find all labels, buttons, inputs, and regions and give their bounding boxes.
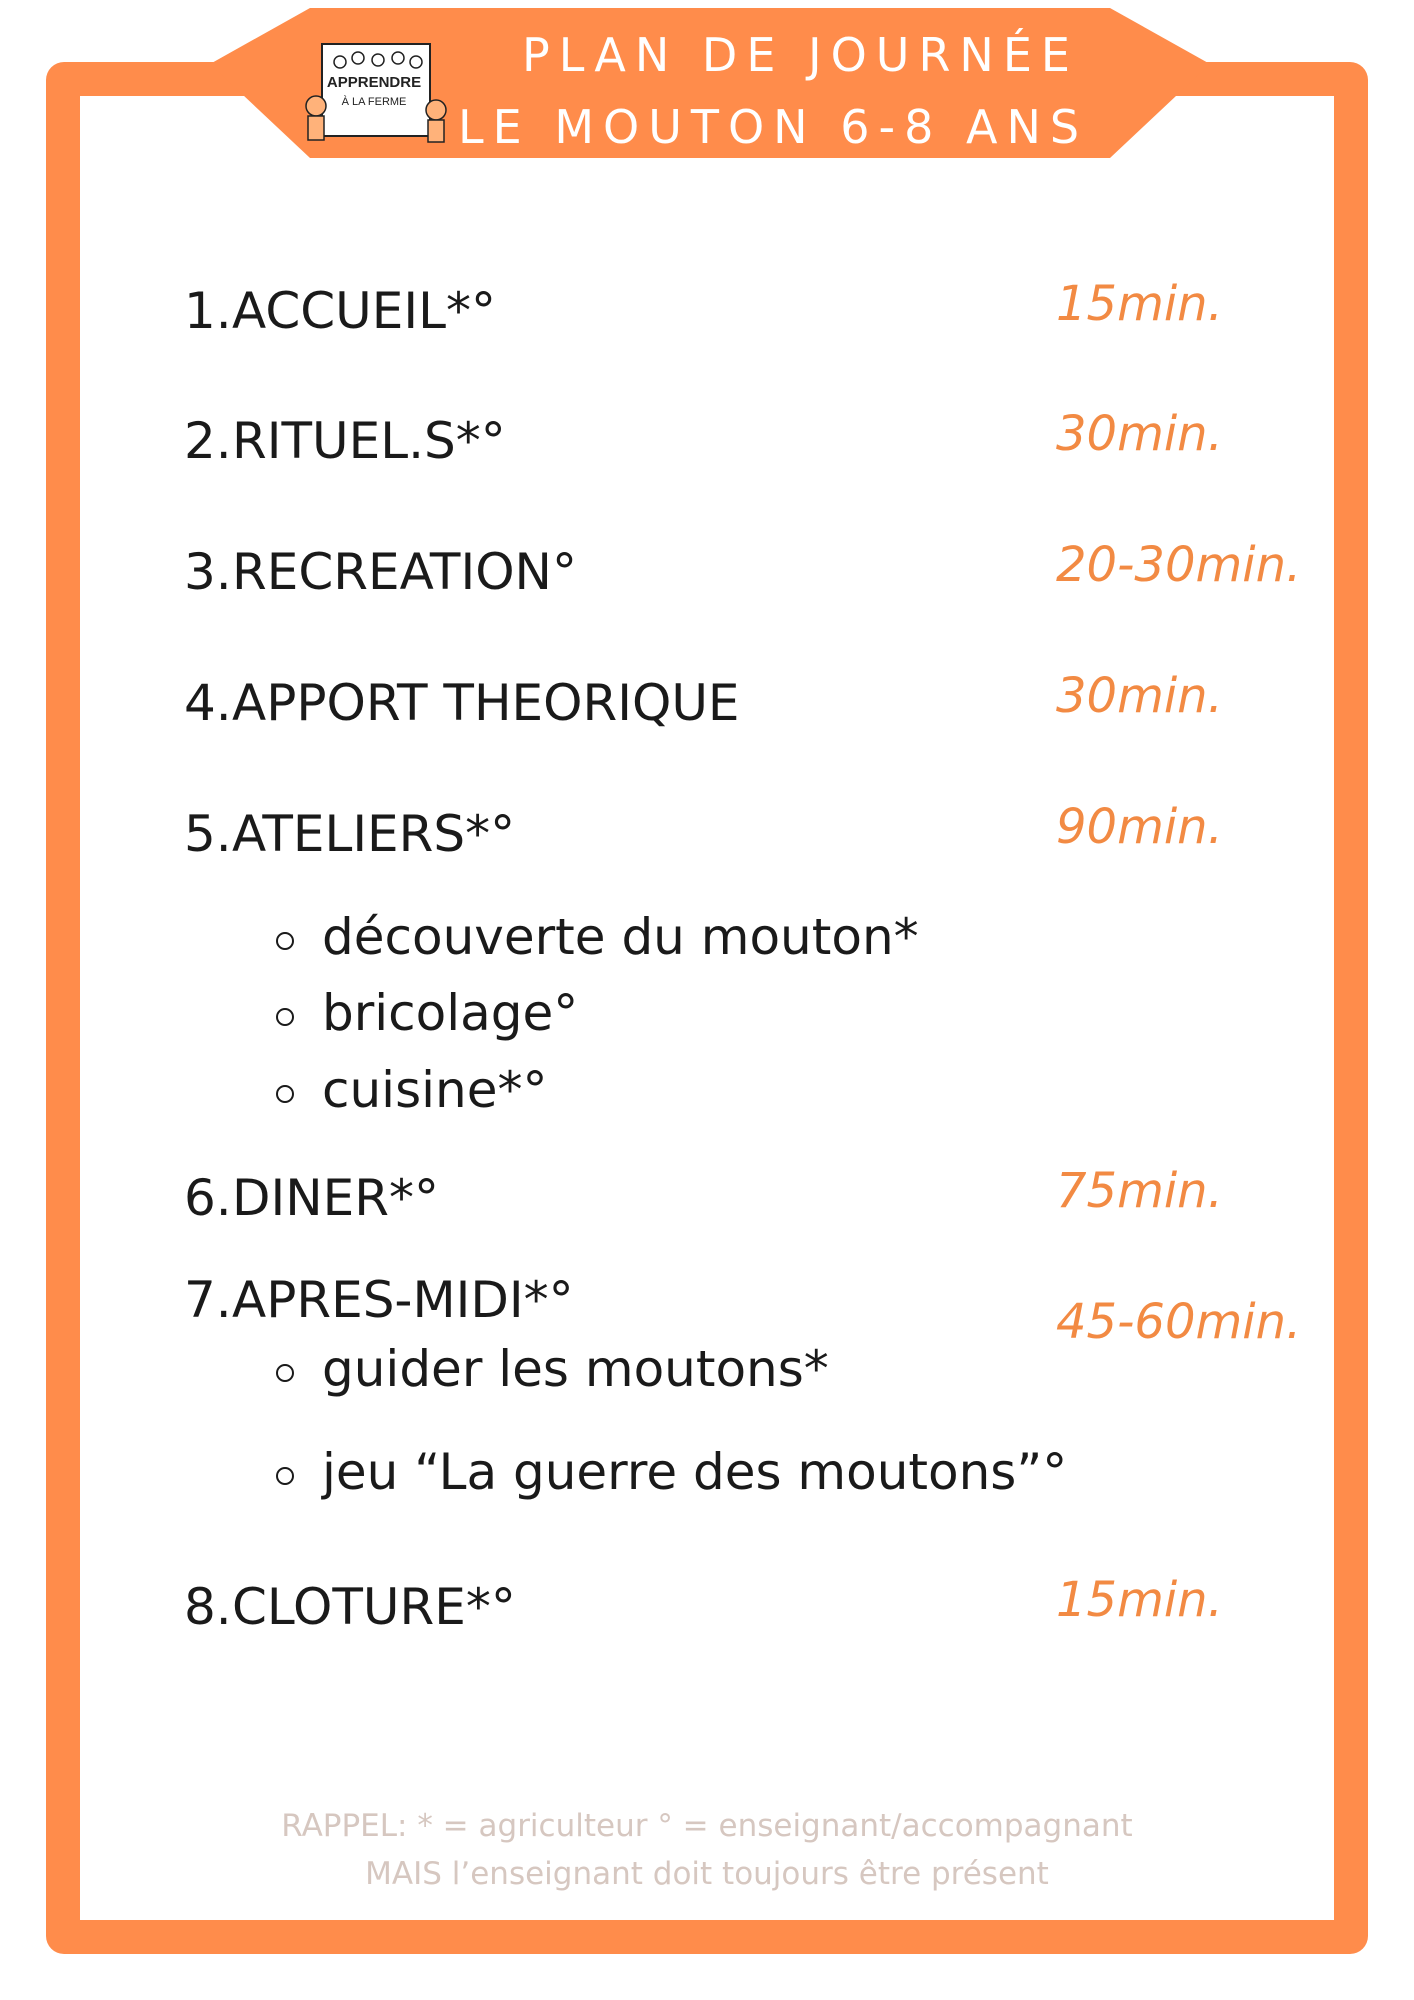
schedule-item-rituels	[184, 412, 506, 470]
item-duration: 30min.	[1056, 668, 1223, 724]
schedule-item-recreation	[184, 543, 577, 601]
bullet-circle-icon	[276, 1085, 294, 1103]
item-label: ACCUEIL*°	[232, 282, 496, 340]
logo-title: APPRENDRE	[326, 74, 422, 91]
item-duration: 45-60min.	[1056, 1294, 1302, 1350]
item-label: DINER*°	[232, 1169, 439, 1227]
item-duration: 75min.	[1056, 1163, 1223, 1219]
item-label: RITUEL.S*°	[232, 412, 506, 470]
bullet-circle-icon	[276, 1467, 294, 1485]
item-number: 3.	[184, 543, 232, 601]
item-label: APPORT THEORIQUE	[232, 674, 740, 732]
header-banner	[200, 8, 1220, 158]
bullet-circle-icon	[276, 1364, 294, 1382]
page-title-line1: PLAN DE JOURNÉE	[522, 28, 1079, 82]
footer-note-line2: MAIS l’enseignant doit toujours être présent	[365, 1856, 1049, 1892]
schedule-item-diner	[184, 1169, 439, 1227]
schedule-item-apres-midi	[184, 1271, 574, 1329]
item-label: RECREATION°	[232, 543, 577, 601]
item-duration: 15min.	[1056, 276, 1223, 332]
page-title-line2: LE MOUTON 6-8 ANS	[458, 100, 1089, 154]
item-number: 6.	[184, 1169, 232, 1227]
item-duration: 20-30min.	[1056, 537, 1302, 593]
sub-item-cuisine: cuisine*°	[322, 1061, 548, 1119]
item-duration: 90min.	[1056, 799, 1223, 855]
item-label: CLOTURE*°	[232, 1578, 516, 1636]
page-frame	[46, 62, 1368, 1954]
item-number: 5.	[184, 805, 232, 863]
sub-item-decouverte: découverte du mouton*	[322, 908, 919, 966]
sub-item-jeu: jeu “La guerre des moutons”°	[322, 1443, 1068, 1501]
item-number: 2.	[184, 412, 232, 470]
sub-item-guider: guider les moutons*	[322, 1340, 829, 1398]
schedule-item-apport-theorique	[184, 674, 740, 732]
sub-item-bricolage: bricolage°	[322, 984, 579, 1042]
schedule-item-cloture	[184, 1578, 516, 1636]
logo-subtitle: À LA FERME	[341, 96, 407, 108]
item-number: 4.	[184, 674, 232, 732]
item-number: 1.	[184, 282, 232, 340]
item-duration: 15min.	[1056, 1572, 1223, 1628]
farm-logo-icon	[300, 32, 448, 156]
schedule-item-accueil	[184, 282, 496, 340]
schedule-item-ateliers	[184, 805, 515, 863]
bullet-circle-icon	[276, 932, 294, 950]
item-number: 8.	[184, 1578, 232, 1636]
bullet-circle-icon	[276, 1008, 294, 1026]
item-number: 7.	[184, 1271, 232, 1329]
item-duration: 30min.	[1056, 406, 1223, 462]
footer-note-line1: RAPPEL: * = agriculteur ° = enseignant/accompagnant	[281, 1808, 1133, 1844]
item-label: APRES-MIDI*°	[232, 1271, 574, 1329]
item-label: ATELIERS*°	[232, 805, 516, 863]
